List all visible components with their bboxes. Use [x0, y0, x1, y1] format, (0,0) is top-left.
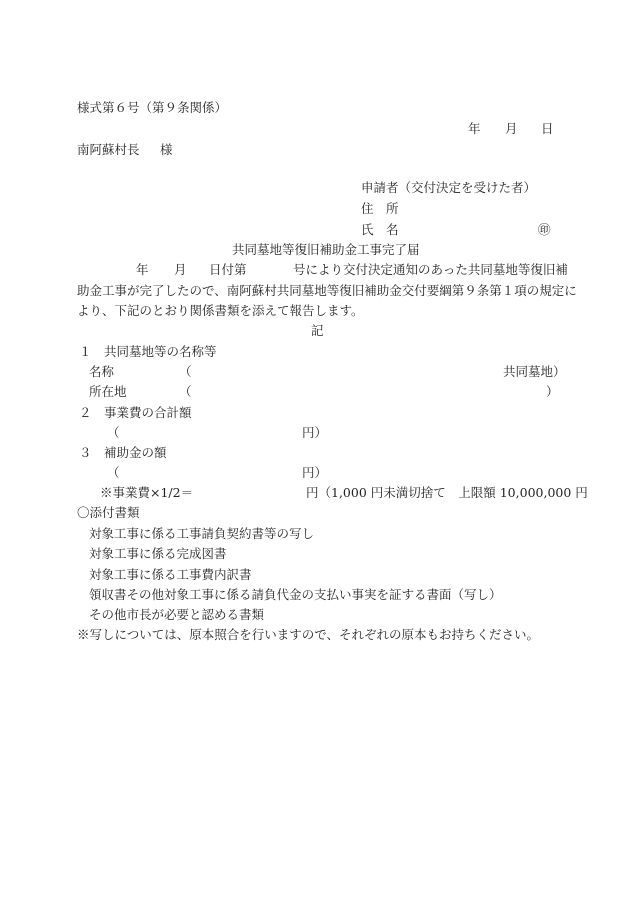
item1-location-open: （ [179, 384, 192, 399]
body-day: 日付第 [209, 262, 247, 277]
item1-name-label: 名称 [89, 364, 115, 379]
attachment-item: 対象工事に係る完成図書 [89, 546, 227, 561]
addressee-honorific: 様 [160, 142, 173, 157]
body-year: 年 [136, 262, 149, 277]
attachment-item: 対象工事に係る工事請負契約書等の写し [89, 526, 315, 541]
item1-heading: １ 共同墓地等の名称等 [79, 344, 217, 359]
item3-formula: ※事業費×1/2＝ [100, 485, 194, 500]
footnote: ※写しについては、原本照合を行いますので、それぞれの原本もお持ちください。 [77, 627, 540, 642]
item2-open: （ [107, 425, 120, 440]
ki-heading: 記 [311, 323, 324, 338]
addressee-name: 南阿蘇村長 [77, 142, 140, 157]
applicant-address-label: 住 所 [361, 201, 399, 216]
attachment-item: 対象工事に係る工事費内訳書 [89, 567, 252, 582]
date-month: 月 [505, 121, 518, 136]
attachments-heading: 〇添付書類 [77, 505, 140, 520]
body-line3: より、下記のとおり関係書類を添えて報告します。 [77, 303, 364, 318]
item2-close: 円） [302, 425, 328, 440]
body-line1: 号により交付決定通知のあった共同墓地等復旧補 [293, 262, 568, 277]
date-day: 日 [541, 121, 554, 136]
item1-name-close: 共同墓地） [503, 364, 566, 379]
item2-heading: ２ 事業費の合計額 [79, 405, 192, 420]
attachment-item: 領収書その他対象工事に係る請負代金の支払い事実を証する書面（写し） [89, 587, 502, 602]
item1-location-close: ） [546, 384, 559, 399]
document-title: 共同墓地等復旧補助金工事完了届 [232, 242, 420, 257]
seal-mark: ㊞ [538, 222, 551, 237]
item3-note: 円（1,000 円未満切捨て 上限額 10,000,000 円 [306, 485, 588, 500]
form-number: 様式第６号（第９条関係） [77, 100, 228, 115]
attachment-item: その他市長が必要と認める書類 [89, 607, 265, 622]
body-month: 月 [174, 262, 187, 277]
item3-close: 円） [302, 465, 328, 480]
body-line2: 助金工事が完了したので、南阿蘇村共同墓地等復旧補助金交付要綱第９条第１項の規定に [77, 283, 577, 298]
item1-name-open: （ [179, 364, 192, 379]
applicant-name-label: 氏 名 [361, 222, 399, 237]
item1-location-label: 所在地 [89, 384, 127, 399]
item3-open: （ [107, 465, 120, 480]
applicant-label: 申請者（交付決定を受けた者） [361, 180, 537, 195]
date-year: 年 [468, 121, 481, 136]
item3-heading: ３ 補助金の額 [79, 445, 167, 460]
